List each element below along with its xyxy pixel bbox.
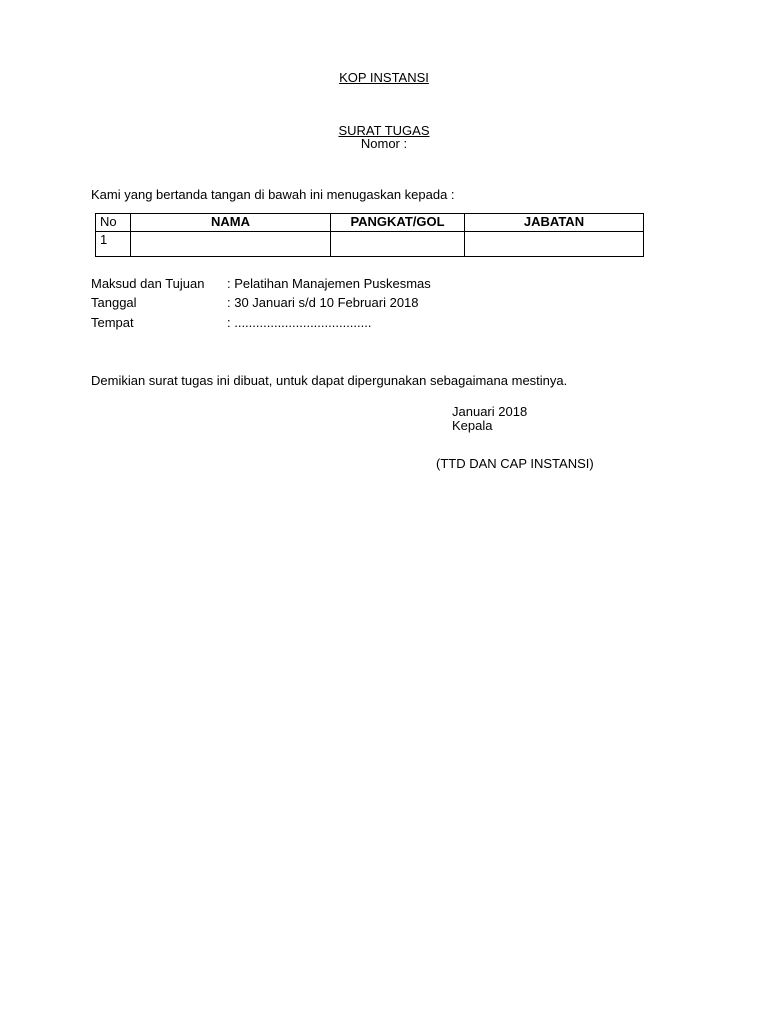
signature-date: Januari 2018 — [452, 404, 528, 419]
document-number: Nomor : — [360, 136, 408, 151]
cell-nama — [131, 232, 331, 257]
closing-paragraph: Demikian surat tugas ini dibuat, untuk dapat dipergunakan sebagaimana mestinya. — [91, 373, 568, 388]
column-header-jabatan: JABATAN — [465, 214, 644, 232]
table-header-row — [96, 214, 644, 232]
column-header-pangkat: PANGKAT/GOL — [331, 214, 465, 232]
signature-stamp-placeholder: (TTD DAN CAP INSTANSI) — [436, 456, 594, 471]
detail-label-date: Tanggal — [91, 295, 137, 310]
cell-jabatan — [465, 232, 644, 257]
detail-value-purpose: : Pelatihan Manajemen Puskesmas — [227, 276, 431, 291]
document-title: SURAT TUGAS — [338, 123, 430, 138]
signature-role: Kepala — [452, 418, 493, 433]
assignee-table — [95, 213, 644, 257]
detail-value-place: : ...................................... — [227, 315, 372, 330]
table-row — [96, 232, 644, 257]
column-header-nama: NAMA — [131, 214, 331, 232]
intro-paragraph: Kami yang bertanda tangan di bawah ini menugaskan kepada : — [91, 187, 455, 202]
column-header-no: No — [96, 214, 131, 232]
detail-value-date: : 30 Januari s/d 10 Februari 2018 — [227, 295, 419, 310]
cell-pangkat — [331, 232, 465, 257]
cell-no: 1 — [96, 232, 131, 257]
letterhead-placeholder: KOP INSTANSI — [339, 70, 429, 85]
detail-label-place: Tempat — [91, 315, 134, 330]
detail-label-purpose: Maksud dan Tujuan — [91, 276, 205, 291]
